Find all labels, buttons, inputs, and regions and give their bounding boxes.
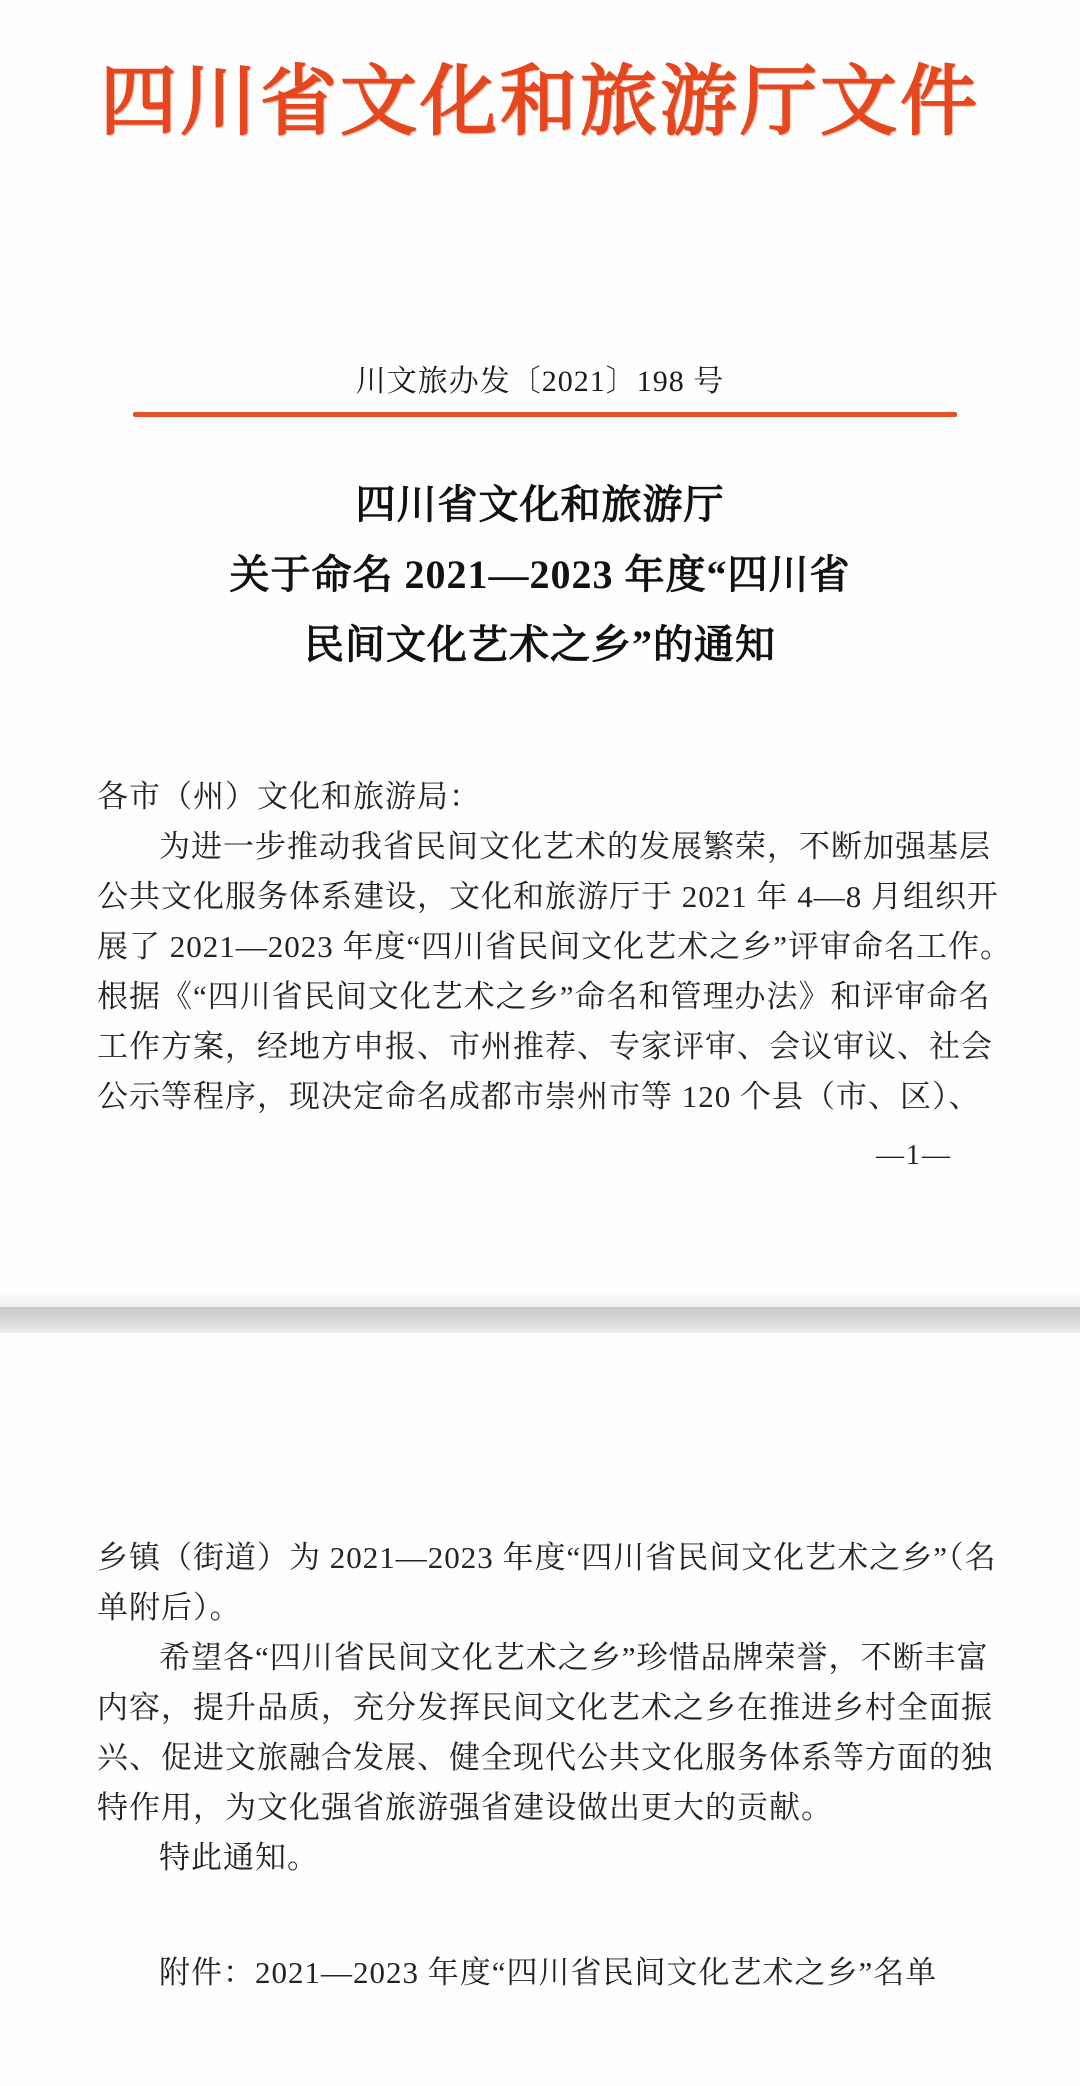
body-line: 单附后）。	[97, 1590, 242, 1625]
page1-body	[97, 772, 1013, 1122]
salutation-line: 各市（州）文化和旅游局：	[97, 779, 481, 814]
page-number: —1—	[876, 1140, 952, 1171]
attachment-line: 附件：2021—2023 年度“四川省民间文化艺术之乡”名单	[159, 1955, 938, 1990]
body-line: 乡镇（街道）为 2021—2023 年度“四川省民间文化艺术之乡”（名	[97, 1540, 997, 1575]
body-line: 公示等程序，现决定命名成都市崇州市等 120 个县（市、区）、	[97, 1079, 981, 1114]
paragraph-spacer	[97, 1883, 989, 1948]
page-2	[0, 1333, 1080, 2086]
notice-title-line: 四川省文化和旅游厅	[355, 482, 725, 527]
closing-line: 特此通知。	[159, 1840, 319, 1875]
body-line: 工作方案，经地方申报、市州推荐、专家评审、会议审议、社会	[97, 1029, 993, 1064]
body-line: 希望各“四川省民间文化艺术之乡”珍惜品牌荣誉，不断丰富	[159, 1640, 989, 1675]
notice-title-line: 关于命名 2021—2023 年度“四川省	[229, 552, 851, 597]
document-number: 川文旅办发〔2021〕198 号	[355, 365, 725, 398]
red-divider-line	[133, 412, 957, 417]
body-line: 公共文化服务体系建设，文化和旅游厅于 2021 年 4—8 月组织开	[97, 879, 999, 914]
notice-title	[0, 470, 1080, 680]
body-line: 特作用，为文化强省旅游强省建设做出更大的贡献。	[97, 1790, 833, 1825]
body-line: 根据《“四川省民间文化艺术之乡”命名和管理办法》和评审命名	[97, 979, 991, 1014]
notice-title-line: 民间文化艺术之乡”的通知	[304, 622, 776, 667]
body-line: 内容，提升品质，充分发挥民间文化艺术之乡在推进乡村全面振	[97, 1690, 993, 1725]
page-separator	[0, 1307, 1080, 1333]
document-header-title: 四川省文化和旅游厅文件	[100, 59, 980, 145]
page2-body	[97, 1533, 997, 1998]
body-line: 展了 2021—2023 年度“四川省民间文化艺术之乡”评审命名工作。	[97, 929, 1013, 964]
body-line: 兴、促进文旅融合发展、健全现代公共文化服务体系等方面的独	[97, 1740, 993, 1775]
body-line: 为进一步推动我省民间文化艺术的发展繁荣，不断加强基层	[159, 829, 991, 864]
